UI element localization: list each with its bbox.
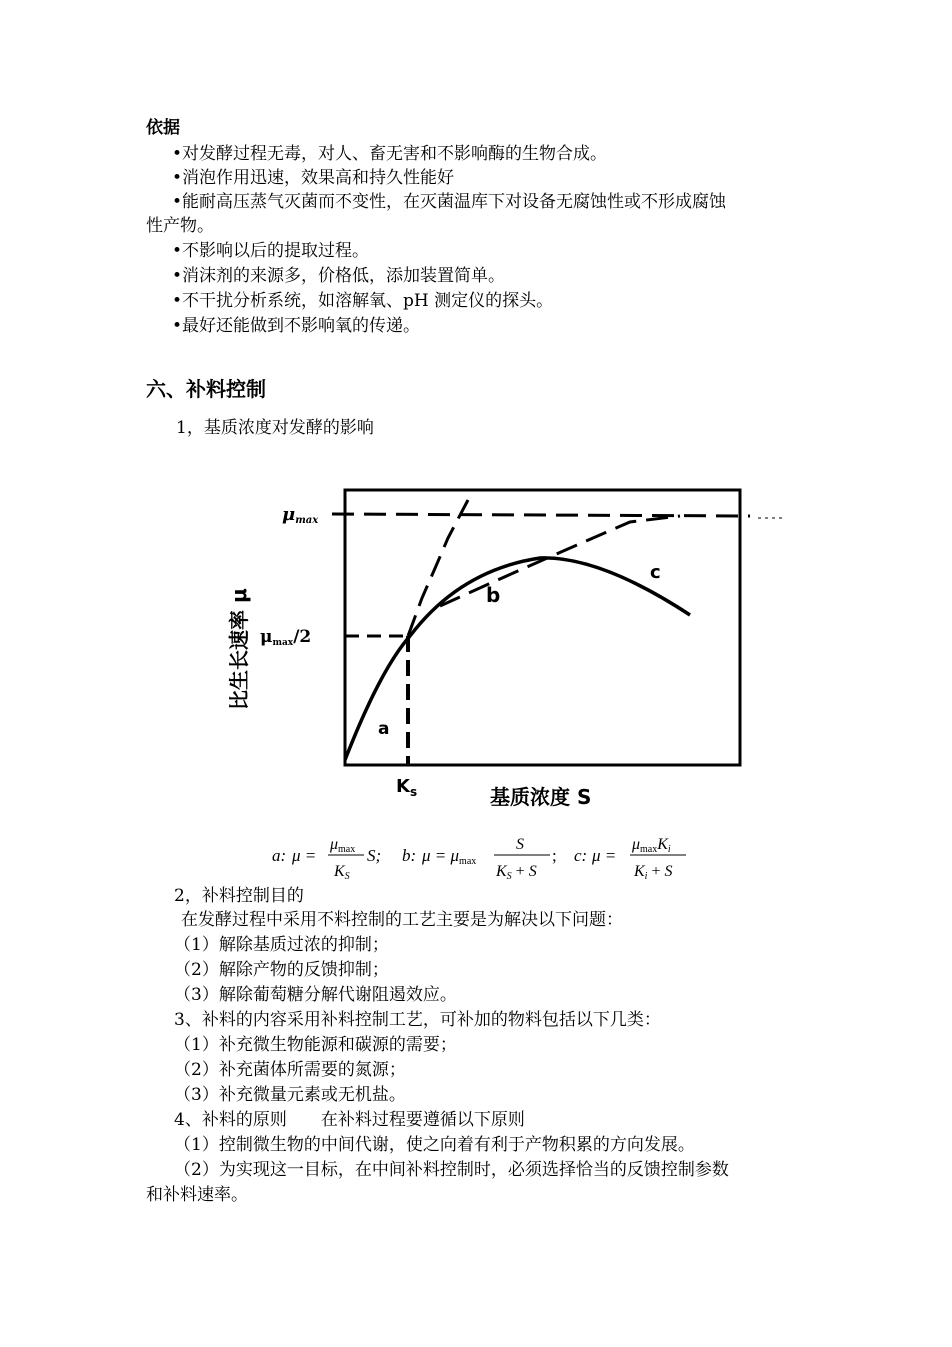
- formula-b-label: b:: [402, 846, 417, 865]
- xtick-ks: $K_s$: [396, 776, 418, 799]
- curve-label-c: c: [650, 562, 661, 583]
- formula-a-label: a:: [272, 846, 287, 865]
- x-axis-label: 基质浓度 S: [490, 785, 592, 809]
- list-item: （2）解除产物的反馈抑制；: [174, 960, 389, 980]
- mumax-line: [332, 514, 750, 516]
- basis-item: •消沫剂的来源多，价格低，添加装置简单。: [172, 266, 506, 286]
- subsection-title: 2，补料控制目的: [174, 886, 304, 906]
- list-item: （2）补充菌体所需要的氮源；: [174, 1060, 406, 1080]
- subsection-title: 4、补料的原则 在补料过程要遵循以下原则: [174, 1110, 525, 1130]
- ytick-mumax: μmax: [282, 504, 319, 526]
- formula-b-sep: ;: [552, 846, 557, 865]
- formula-a-s: S;: [367, 846, 382, 865]
- series-b-line: [440, 516, 680, 606]
- list-item: （3）解除葡萄糖分解代谢阻遏效应。: [174, 985, 457, 1005]
- formula-b-den: KS + S: [496, 863, 537, 882]
- formula-b-mu: μ = μmax: [422, 846, 477, 867]
- growth-rate-chart: [210, 470, 790, 820]
- subsection-title: 3、补料的内容采用补料控制工艺，可补加的物料包括以下几类：: [174, 1010, 661, 1030]
- basis-item-continued: 性产物。: [146, 216, 214, 236]
- basis-title: 依据: [146, 118, 180, 138]
- chart-frame: [345, 490, 740, 765]
- formula-a-mu: μ =: [292, 846, 317, 865]
- formula-c-den: Ki + S: [634, 863, 673, 882]
- formula-b-num: S: [516, 836, 524, 853]
- basis-item: •不影响以后的提取过程。: [172, 241, 370, 261]
- curve-label-b: b: [486, 583, 501, 607]
- basis-item: •对发酵过程无毒，对人、畜无害和不影响酶的生物合成。: [172, 144, 608, 164]
- list-item: （3）补充微量元素或无机盐。: [174, 1085, 406, 1105]
- subsection-title: 1，基质浓度对发酵的影响: [176, 418, 374, 438]
- formula-c-mu: μ =: [592, 846, 617, 865]
- series-c-line: [345, 558, 690, 760]
- list-item-continued: 和补料速率。: [146, 1185, 248, 1205]
- basis-item: •不干扰分析系统，如溶解氧、pH 测定仪的探头。: [172, 291, 554, 311]
- y-axis-label: 比生长速率 μ: [227, 588, 251, 710]
- list-item: （1）控制微生物的中间代谢，使之向着有利于产物积累的方向发展。: [174, 1135, 695, 1155]
- formula-c-num: μmaxKi: [632, 836, 671, 855]
- monod-formulas: [270, 828, 710, 884]
- formula-a-num: μmax: [330, 836, 356, 855]
- ytick-half-mumax: μmax/2: [260, 627, 312, 648]
- basis-item: •消泡作用迅速，效果高和持久性能好: [172, 168, 455, 188]
- basis-item: •最好还能做到不影响氧的传递。: [172, 316, 421, 336]
- curve-label-a: a: [378, 719, 390, 739]
- series-a-line: [408, 500, 468, 636]
- formula-c-label: c:: [574, 846, 588, 865]
- body-line: 在发酵过程中采用不料控制的工艺主要是为解决以下问题：: [181, 910, 623, 930]
- section-heading: 六、补料控制: [146, 377, 266, 401]
- list-item: （2）为实现这一目标，在中间补料控制时，必须选择恰当的反馈控制参数: [174, 1160, 729, 1180]
- basis-item: •能耐高压蒸气灭菌而不变性，在灭菌温库下对设备无腐蚀性或不形成腐蚀: [172, 192, 727, 212]
- list-item: （1）补充微生物能源和碳源的需要；: [174, 1035, 457, 1055]
- list-item: （1）解除基质过浓的抑制；: [174, 935, 389, 955]
- formula-a-den: KS: [334, 863, 350, 882]
